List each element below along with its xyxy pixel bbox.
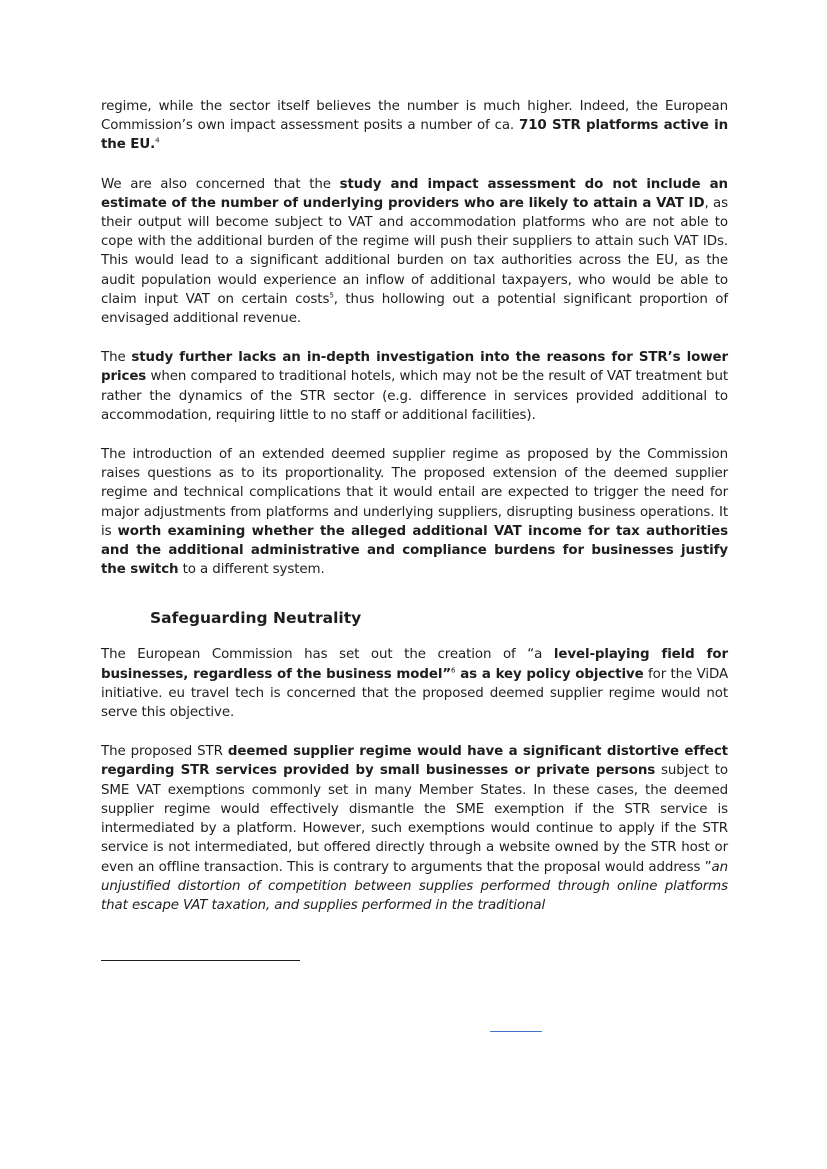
text-run: We are also concerned that the: [101, 176, 340, 192]
paragraph-p5: [101, 645, 728, 722]
paragraph-group-neutrality: [101, 645, 728, 915]
bold-run: deemed supplier regime would have a significant distortive effect regarding STR services provided by small businesses or private persons: [101, 744, 728, 779]
footnote-separator: [101, 960, 300, 961]
paragraph-p4: [101, 445, 728, 579]
bold-run: as a key policy objective: [455, 666, 644, 682]
text-run: The: [101, 350, 132, 366]
italic-run: an unjustified distortion of competition between supplies performed through online platforms that escape VAT taxation, and supplies performed in the traditional: [101, 859, 728, 913]
footnote-ref[interactable]: 4: [155, 136, 160, 145]
bold-run: 710 STR platforms active in the EU.: [101, 118, 729, 153]
paragraph-p6: [101, 742, 728, 915]
footnote-ref[interactable]: 6: [451, 666, 456, 675]
text-run: The proposed STR: [101, 744, 228, 760]
paragraph-group-intro: [101, 97, 728, 579]
paragraph-p3: [101, 348, 728, 425]
document-body: [101, 97, 728, 935]
text-run: to a different system.: [178, 562, 325, 578]
text-run: , as their output will become subject to VAT and accommodation platforms who are not able to cope with the additional burden of the regime will push their suppliers to attain such VAT IDs. This would lead to a significant additional burden on tax authorities across the EU, as the audit population would experience an inflow of additional taxpayers, who would be able to claim input VAT on certain costs: [101, 195, 729, 307]
paragraph-p1: [101, 97, 728, 155]
text-run: for the ViDA initiative. eu travel tech is concerned that the proposed deemed supplier regime would not serve this objective.: [101, 666, 729, 721]
bold-run: study and impact assessment do not include an estimate of the number of underlying providers who are likely to attain a VAT ID: [101, 176, 728, 211]
text-run: , thus hollowing out a potential significant proportion of envisaged additional revenue.: [101, 291, 729, 327]
footnote-link-underline[interactable]: [490, 1031, 542, 1032]
bold-run: worth examining whether the alleged additional VAT income for tax authorities and the additional administrative and compliance burdens for businesses justify the switch: [101, 523, 728, 578]
text-run: regime, while the sector itself believes the number is much higher. Indeed, the European Commission’s own impact assessment posits a number of ca.: [101, 99, 728, 134]
text-run: subject to SME VAT exemptions commonly set in many Member States. In these cases, the deemed supplier regime would effectively dismantle the SME exemption if the STR service is intermediated by a platform. However, such exemptions would continue to apply if the STR service is not intermediated, but offered directly through a website owned by the STR host or even an offline transaction. This is contrary to arguments that the proposal would address ”: [101, 763, 728, 875]
bold-run: level-playing field for businesses, regardless of the business model”: [101, 647, 728, 682]
footnote-ref[interactable]: 5: [329, 291, 334, 300]
section-heading: Safeguarding Neutrality: [150, 609, 362, 628]
bold-run: study further lacks an in-depth investigation into the reasons for STR’s lower prices: [101, 350, 729, 385]
text-run: The European Commission has set out the creation of “a: [101, 647, 554, 663]
text-run: when compared to traditional hotels, which may not be the result of VAT treatment but rather the dynamics of the STR sector (e.g. difference in services provided additional to accommodation, requiring little to no staff or additional facilities).: [101, 369, 728, 423]
text-run: The introduction of an extended deemed supplier regime as proposed by the Commission raises questions as to its proportionality. The proposed extension of the deemed supplier regime and technical complications that it would entail are expected to trigger the need for major adjustments from platforms and underlying suppliers, disrupting business operations. It is: [101, 447, 728, 539]
paragraph-p2: [101, 175, 728, 329]
